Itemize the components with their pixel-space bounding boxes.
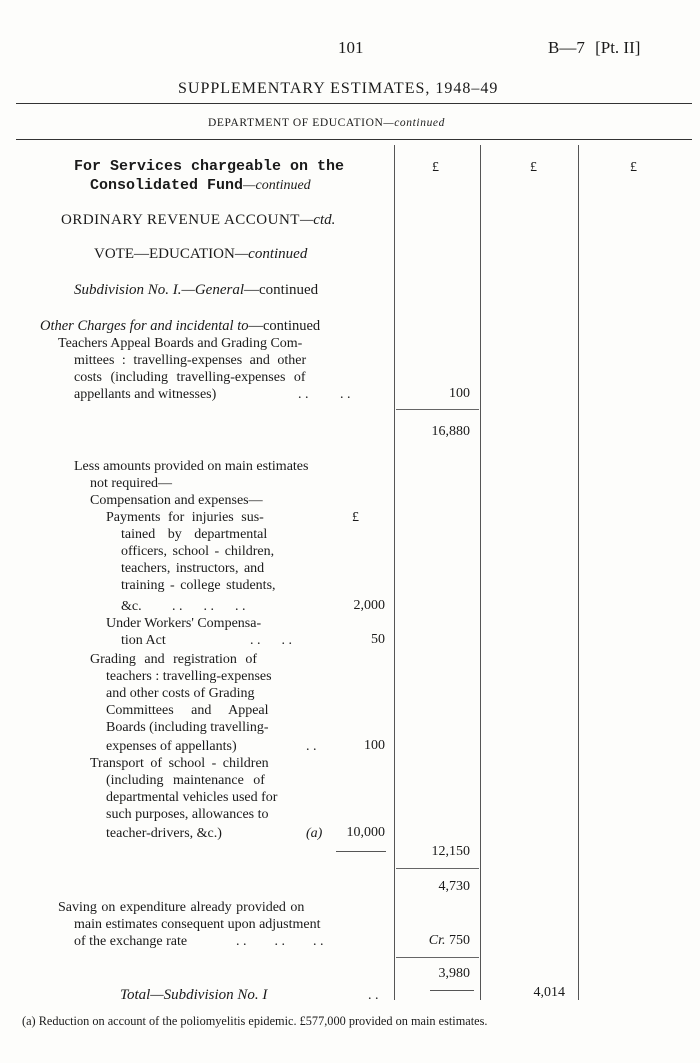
vote-continued: —continued: [234, 246, 308, 262]
workers-line: Under Workers' Compensa-: [106, 616, 262, 631]
payments-line: Payments for injuries sus-: [106, 510, 264, 525]
other-charges-continued: —continued: [248, 318, 321, 334]
total-rule: [430, 990, 474, 991]
page-title: SUPPLEMENTARY ESTIMATES, 1948–49: [178, 80, 499, 97]
grading-dots: . .: [306, 739, 317, 754]
payments-line: tained by departmental: [121, 527, 268, 542]
grading-line: Grading and registration of: [90, 652, 258, 667]
grading-line: expenses of appellants): [106, 739, 237, 754]
total-dots: . .: [368, 988, 379, 1003]
section-heading-line1: For Services chargeable on the: [74, 158, 345, 175]
other-charges-heading: [40, 318, 320, 335]
less-total-rule: [336, 851, 386, 852]
column-header-2: £: [530, 160, 537, 175]
subdivision-name: Subdivision No. I.—General: [74, 282, 244, 298]
column-header-1: £: [432, 160, 439, 175]
teachers-item-line: appellants and witnesses): [74, 387, 217, 402]
vote-name: VOTE—EDUCATION: [94, 246, 235, 262]
workers-amount: 50: [371, 632, 385, 647]
saving-credit-prefix: Cr.: [428, 933, 446, 948]
payments-dots: . . . . . .: [172, 599, 246, 614]
subtotal3-amount: 3,980: [438, 966, 470, 981]
footnote: (a) Reduction on account of the poliomyelitis epidemic. £577,000 provided on main estimates.: [22, 1014, 488, 1028]
account-name: ORDINARY REVENUE ACCOUNT: [61, 212, 300, 228]
transport-line: such purposes, allowances to: [106, 807, 269, 822]
department-continued: —continued: [383, 117, 445, 129]
transport-line: teacher-drivers, &c.): [106, 826, 222, 841]
column-header-3: £: [630, 160, 637, 175]
section-heading-fund: Consolidated Fund: [90, 177, 244, 194]
pound-sign: £: [352, 510, 359, 525]
subtotal3-rule: [396, 957, 479, 958]
teachers-item-dots: . . . .: [298, 387, 351, 402]
payments-line: &c.: [121, 599, 142, 614]
teachers-item-line: mittees : travelling-expenses and other: [74, 353, 307, 368]
subdivision-heading: [74, 282, 318, 299]
transport-amount: 10,000: [346, 825, 385, 840]
department-name: DEPARTMENT OF EDUCATION: [208, 117, 384, 129]
subtotal2-rule: [396, 868, 479, 869]
total-label: Total—Subdivision No. I: [120, 987, 268, 1003]
less-intro-line: not required—: [90, 476, 173, 491]
page-number: 101: [338, 38, 364, 57]
total-amount: 4,014: [533, 985, 565, 1000]
saving-amount: [429, 933, 470, 949]
subdivision-continued: —continued: [244, 282, 319, 298]
teachers-item-line: costs (including travelling-expenses of: [74, 370, 306, 385]
grading-line: Committees and Appeal: [106, 703, 269, 718]
payments-line: officers, school - children,: [121, 544, 275, 559]
transport-line: Transport of school - children: [90, 756, 269, 771]
grading-line: teachers : travelling-expenses: [106, 669, 272, 684]
transport-note-marker: (a): [306, 826, 323, 841]
section-heading-continued: —continued: [243, 178, 311, 193]
subtotal1-amount: 16,880: [431, 424, 470, 439]
teachers-item-line: Teachers Appeal Boards and Grading Com-: [58, 336, 303, 351]
grading-line: Boards (including travelling-: [106, 720, 269, 735]
transport-line: departmental vehicles used for: [106, 790, 278, 805]
workers-dots: . . . .: [250, 633, 292, 648]
payments-amount: 2,000: [353, 598, 385, 613]
page-ref-code: B—7: [548, 38, 585, 57]
saving-line: of the exchange rate: [74, 934, 188, 949]
section-heading-line2: [90, 177, 311, 194]
workers-line: tion Act: [121, 633, 166, 648]
account-continued: —ctd.: [299, 212, 336, 228]
saving-line: Saving on expenditure already provided on: [58, 900, 305, 915]
header-rule: [16, 139, 692, 140]
column-rule-1: [394, 145, 395, 1000]
column-rule-2: [480, 145, 481, 1000]
payments-line: teachers, instructors, and: [121, 561, 265, 576]
vote-heading: [94, 246, 307, 263]
saving-amount-value: 750: [449, 933, 470, 948]
saving-line: main estimates consequent upon adjustment: [74, 917, 321, 932]
teachers-item-amount: 100: [449, 386, 470, 401]
title-rule: [16, 103, 692, 104]
saving-dots: . . . . . .: [236, 934, 324, 949]
page-ref: [548, 38, 640, 58]
column-rule-3: [578, 145, 579, 1000]
grading-line: and other costs of Grading: [106, 686, 255, 701]
less-total-amount: 12,150: [431, 844, 470, 859]
compensation-heading: Compensation and expenses—: [90, 493, 263, 508]
grading-amount: 100: [364, 738, 385, 753]
department-heading: [208, 117, 445, 129]
subtotal1-rule: [396, 409, 479, 410]
payments-line: training - college students,: [121, 578, 276, 593]
account-heading: [61, 212, 335, 229]
page-part: [Pt. II]: [595, 38, 641, 57]
transport-line: (including maintenance of: [106, 773, 265, 788]
other-charges-name: Other Charges for and incidental to: [40, 318, 249, 334]
subtotal2-amount: 4,730: [438, 879, 470, 894]
less-intro-line: Less amounts provided on main estimates: [74, 459, 309, 474]
